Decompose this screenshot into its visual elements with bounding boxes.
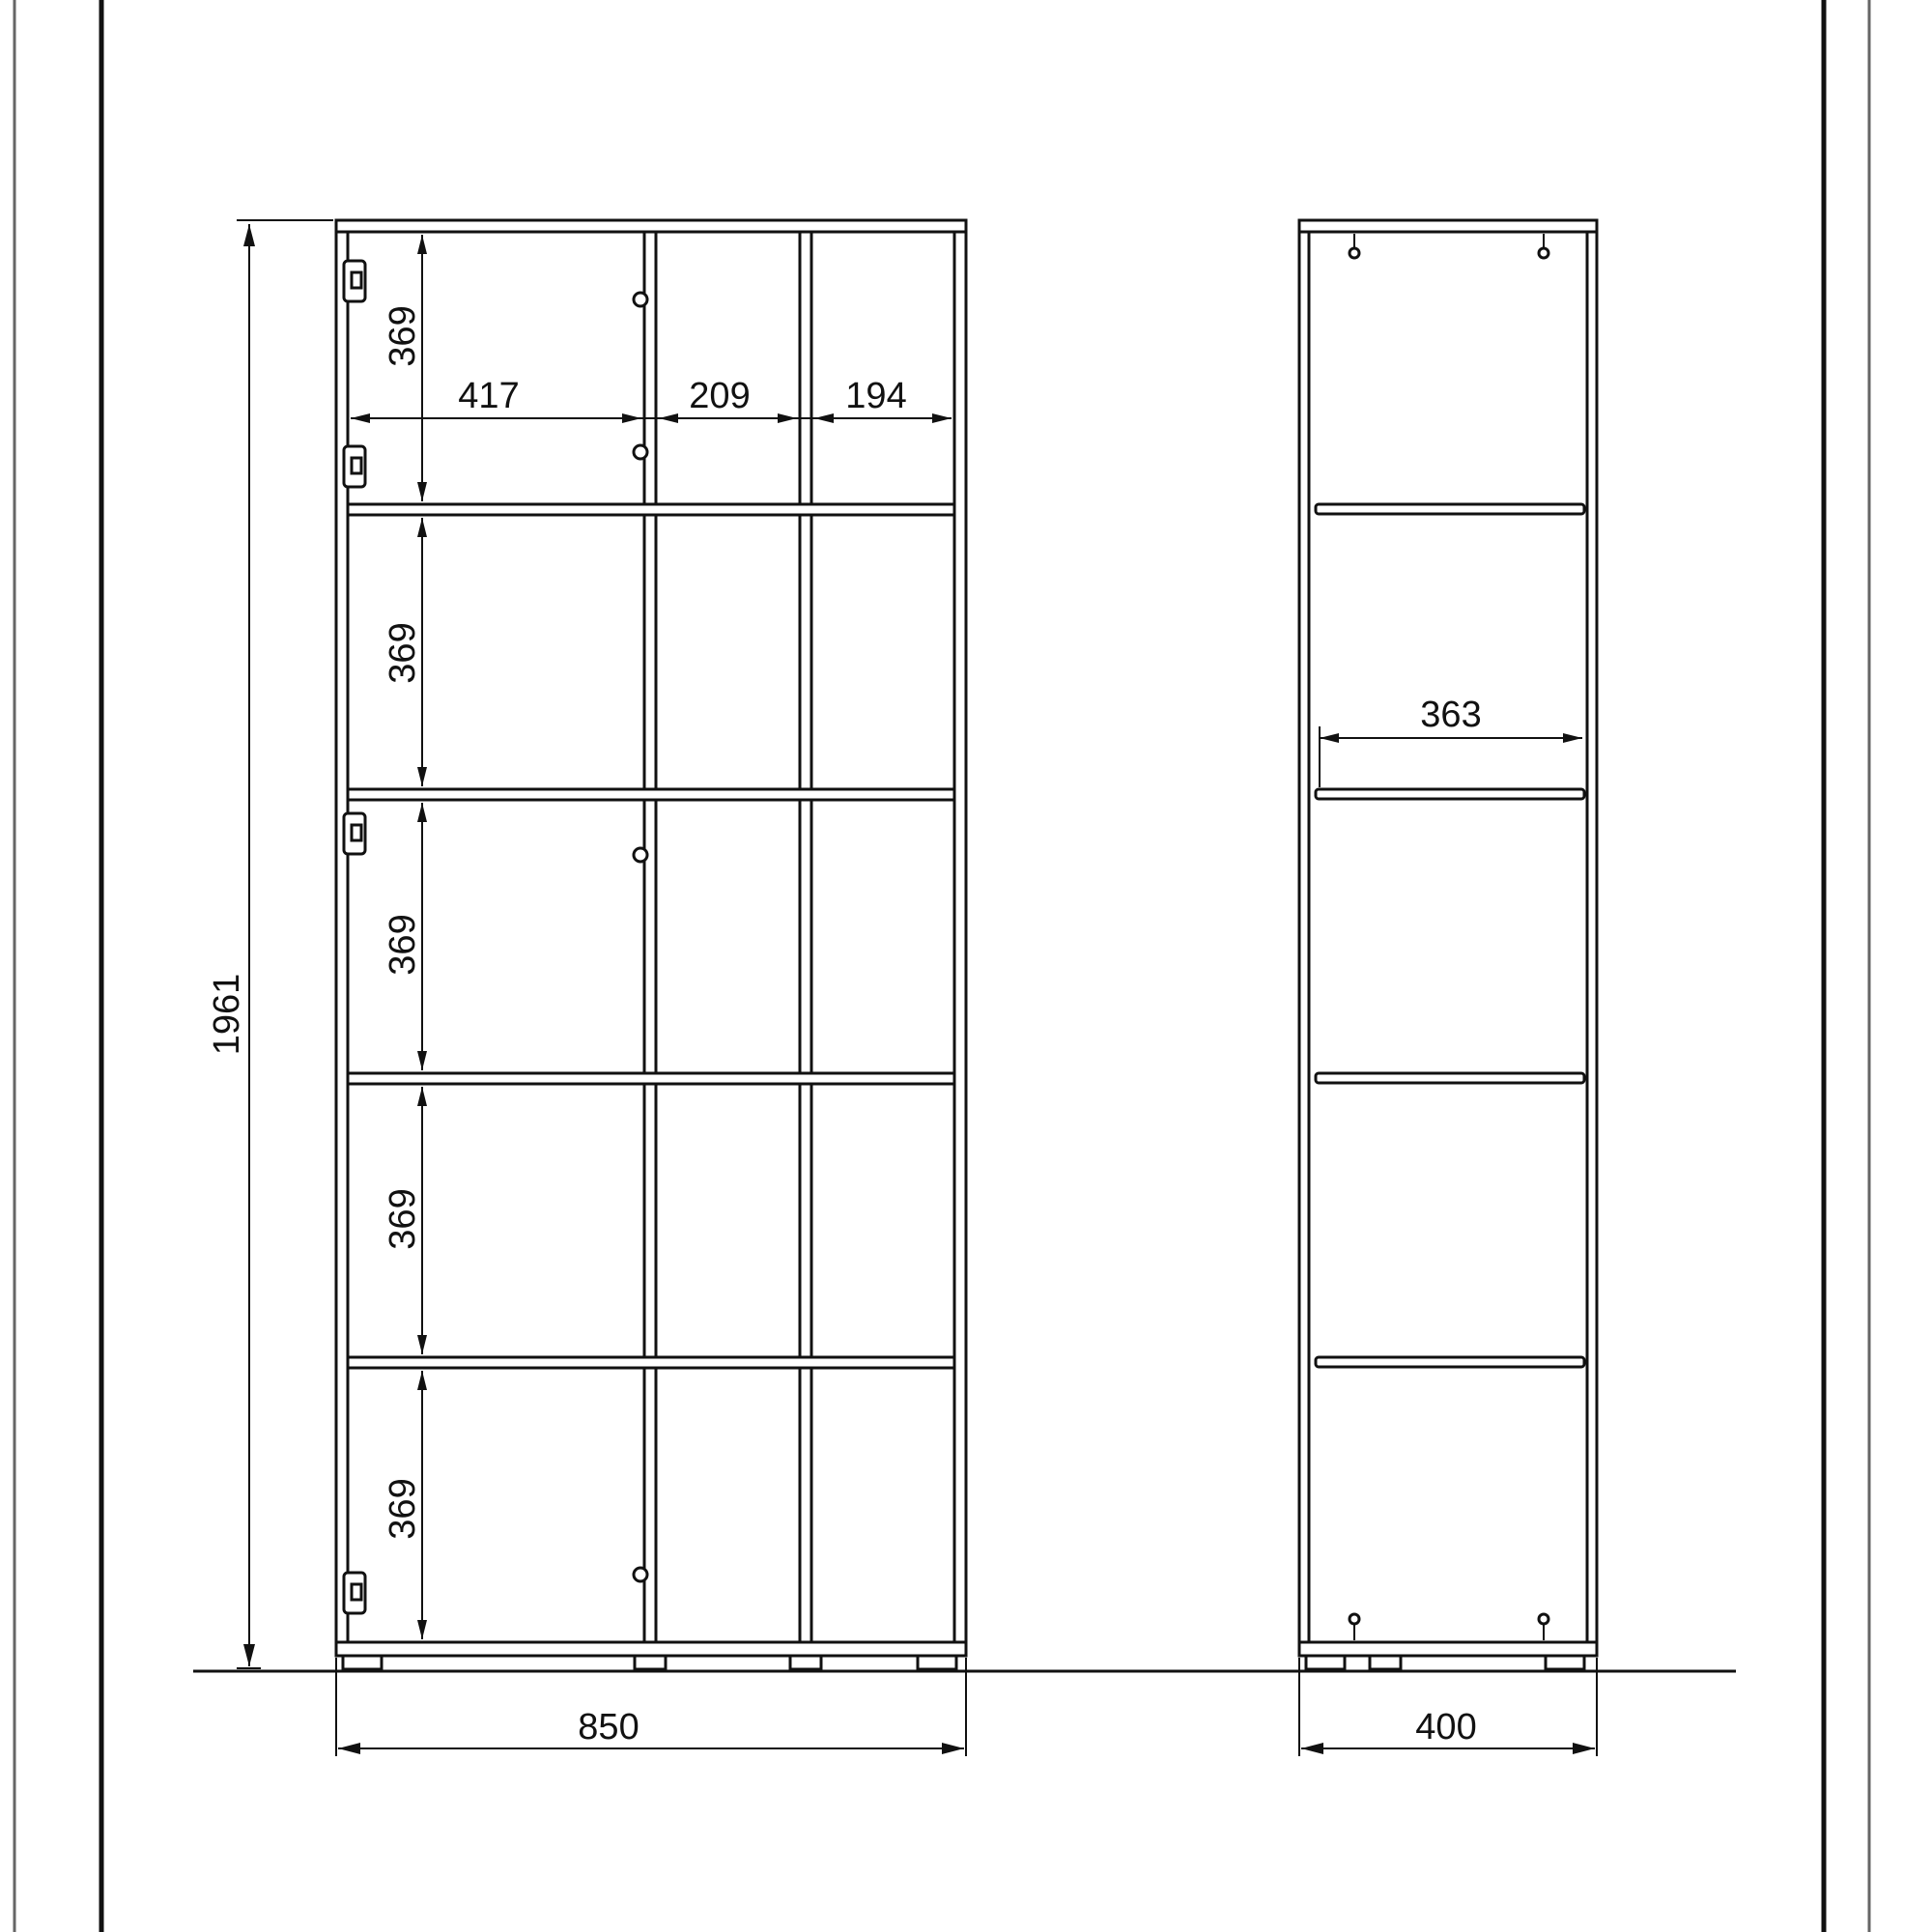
arrow-up-icon xyxy=(417,1087,427,1106)
fitting-icon xyxy=(1539,1614,1548,1640)
total-height-label: 1961 xyxy=(207,973,247,1056)
foot xyxy=(1370,1656,1401,1669)
hinge-icon xyxy=(344,261,365,301)
foot xyxy=(1306,1656,1345,1669)
shelf-3 xyxy=(348,1073,954,1084)
arrow-down-icon xyxy=(243,1644,255,1666)
arrow-right-icon xyxy=(932,413,952,423)
fitting-icon xyxy=(1350,234,1359,258)
arrow-down-icon xyxy=(417,1051,427,1070)
side-view xyxy=(1299,220,1597,1756)
compartment-height-label: 369 xyxy=(383,1478,423,1540)
compartment-height-label: 369 xyxy=(383,914,423,976)
arrow-down-icon xyxy=(417,1620,427,1639)
arrow-up-icon xyxy=(417,235,427,254)
hinge-icon xyxy=(344,446,365,487)
foot xyxy=(1546,1656,1584,1669)
arrow-left-icon xyxy=(1301,1743,1323,1754)
total-depth-label: 400 xyxy=(1415,1707,1477,1747)
foot xyxy=(635,1656,666,1669)
side-shelf-4 xyxy=(1316,1357,1584,1367)
arrow-up-icon xyxy=(417,518,427,537)
knob-icon xyxy=(634,293,647,306)
arrow-up-icon xyxy=(243,224,255,246)
side-shelf-3 xyxy=(1316,1073,1584,1083)
bottom-board xyxy=(336,1642,966,1656)
side-top-board xyxy=(1299,220,1597,232)
column-width-label: 209 xyxy=(689,376,751,416)
knob-icon xyxy=(634,445,647,459)
compartment-dimensions xyxy=(383,235,427,1639)
divider-1 xyxy=(644,232,656,1647)
knob-icon xyxy=(634,1568,647,1581)
side-bottom-board xyxy=(1299,1642,1597,1656)
arrow-right-icon xyxy=(622,413,641,423)
arrow-left-icon xyxy=(338,1743,360,1754)
left-side-panel xyxy=(336,232,348,1647)
arrow-down-icon xyxy=(417,1335,427,1354)
arrow-left-icon xyxy=(351,413,370,423)
arrow-down-icon xyxy=(417,767,427,786)
fitting-icon xyxy=(1350,1614,1359,1640)
side-shelf-1 xyxy=(1316,504,1584,514)
foot xyxy=(918,1656,956,1669)
arrow-left-icon xyxy=(814,413,834,423)
foot xyxy=(790,1656,821,1669)
shelf-depth-label: 363 xyxy=(1420,695,1482,735)
arrow-right-icon xyxy=(942,1743,964,1754)
side-back-panel xyxy=(1299,232,1309,1647)
arrow-right-icon xyxy=(778,413,797,423)
right-side-panel xyxy=(954,232,966,1647)
shelf-2 xyxy=(348,789,954,800)
column-width-label: 417 xyxy=(458,376,520,416)
top-board xyxy=(336,220,966,232)
divider-2 xyxy=(800,232,811,1647)
arrow-right-icon xyxy=(1563,733,1582,743)
hinge-icon xyxy=(344,813,365,854)
front-view xyxy=(207,220,966,1756)
compartment-height-label: 369 xyxy=(383,1188,423,1250)
hinge-icon xyxy=(344,1573,365,1613)
arrow-up-icon xyxy=(417,803,427,822)
shelf-1 xyxy=(348,504,954,515)
foot xyxy=(343,1656,382,1669)
arrow-down-icon xyxy=(417,482,427,501)
side-shelf-2 xyxy=(1316,789,1584,799)
arrow-right-icon xyxy=(1573,1743,1595,1754)
compartment-height-label: 369 xyxy=(383,305,423,367)
arrow-left-icon xyxy=(659,413,678,423)
shelf-4 xyxy=(348,1357,954,1368)
compartment-height-label: 369 xyxy=(383,622,423,684)
column-width-label: 194 xyxy=(845,376,907,416)
fitting-icon xyxy=(1539,234,1548,258)
side-front-edge xyxy=(1587,232,1597,1647)
knob-icon xyxy=(634,848,647,862)
total-width-label: 850 xyxy=(578,1707,639,1747)
arrow-up-icon xyxy=(417,1371,427,1390)
arrow-left-icon xyxy=(1320,733,1339,743)
